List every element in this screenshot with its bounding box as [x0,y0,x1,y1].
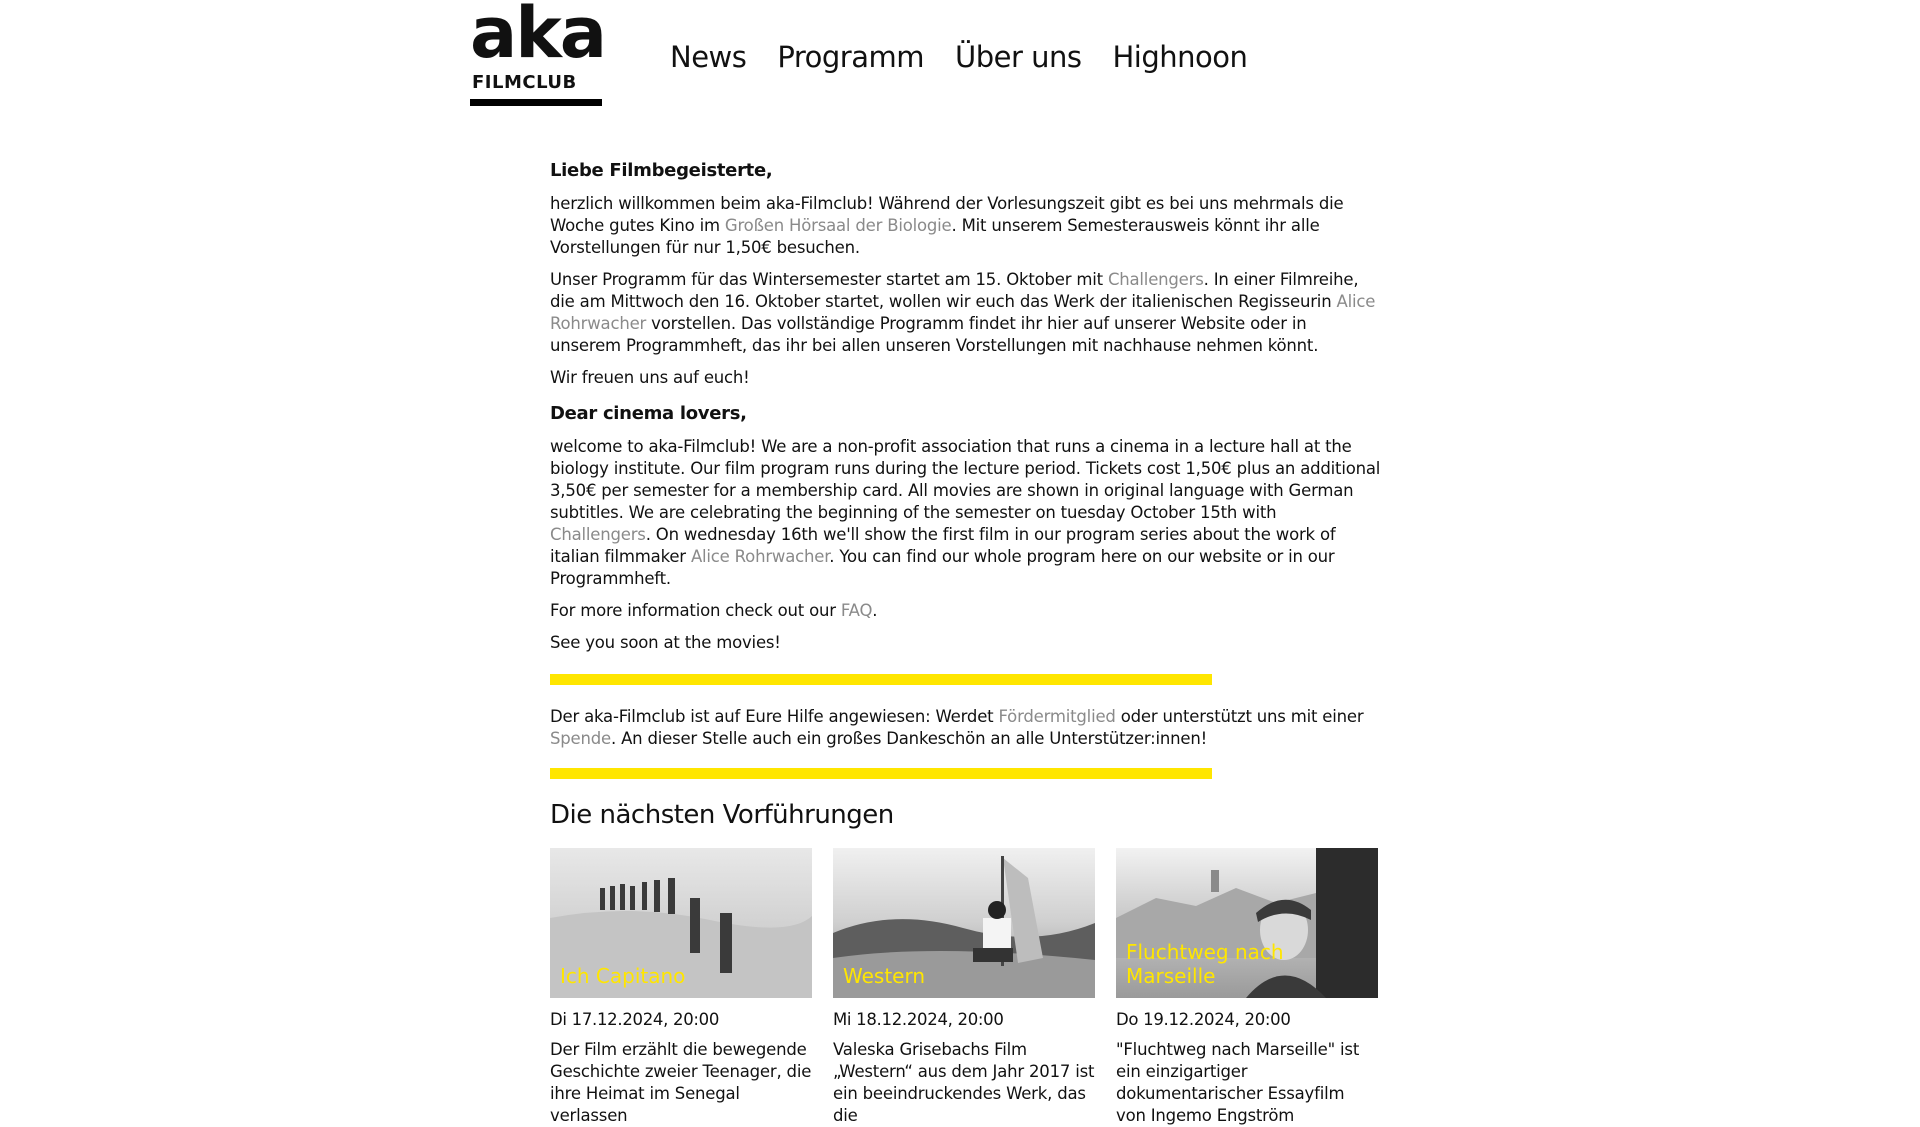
intro-en-p3: See you soon at the movies! [550,633,781,652]
yellow-divider [550,674,1212,685]
main-content [550,160,1382,1127]
film-description: "Fluchtweg nach Marseille" ist ein einzigartiger dokumentarischer Essayfilm von Ingemo Engström [1116,1040,1360,1125]
intro-de-p1 [550,193,1382,259]
nav-ueber-uns[interactable]: Über uns [954,40,1082,74]
greeting-de: Liebe Filmbegeisterte, [550,160,773,181]
nav-programm[interactable]: Programm [777,40,924,74]
intro-en-p2 [550,600,1382,622]
screening-cards [550,848,1382,1127]
site-logo[interactable] [470,0,606,110]
link-faq[interactable]: FAQ [840,601,873,620]
link-challengers[interactable]: Challengers [1107,270,1204,289]
text: . Mit unserem Semesterausweis könnt ihr alle Vorstellungen für nur 1,50€ besuchen. [550,216,1320,257]
screening-card[interactable] [1116,848,1378,1127]
text: . In einer Filmreihe, die am Mittwoch den 16. Oktober startet, wollen wir euch das Werk der italienischen Regisseurin [550,270,1359,311]
link-challengers-en[interactable]: Challengers [550,525,646,544]
screening-date: Do 19.12.2024, 20:00 [1116,1010,1291,1029]
logo-underline [470,99,602,106]
intro-en-p1 [550,436,1382,590]
yellow-divider [550,768,1212,779]
intro-de-p3: Wir freuen uns auf euch! [550,368,750,387]
link-hoersaal[interactable]: Großen Hörsaal der Biologie [724,216,952,235]
text: herzlich willkommen beim aka-Filmclub! Während der Vorlesungszeit gibt es bei uns mehrmals die Woche gutes Kino im [550,194,1344,235]
film-still-image[interactable] [1116,848,1378,998]
screening-card[interactable] [550,848,812,1127]
logo-filmclub-text: FILMCLUB [472,72,577,93]
text: . On wednesday 16th we'll show the first film in our program series about the work of italian filmmaker [550,525,1336,566]
nav-news[interactable]: News [670,40,747,74]
text: For more information check out our [550,601,841,620]
intro-de-p2 [550,269,1382,357]
text: oder unterstützt uns mit einer [1115,707,1364,726]
film-description: Der Film erzählt die bewegende Geschichte zweier Teenager, die ihre Heimat im Senegal verlassen [550,1040,812,1125]
screening-date: Di 17.12.2024, 20:00 [550,1010,720,1029]
greeting-en: Dear cinema lovers, [550,403,747,424]
link-foerdermitglied[interactable]: Fördermitglied [998,707,1116,726]
text: Unser Programm für das Wintersemester startet am 15. Oktober mit [550,270,1108,289]
link-alice-rohrwacher[interactable]: Alice Rohrwacher [550,292,1376,333]
text: . An dieser Stelle auch ein großes Dankeschön an alle Unterstützer:innen! [610,729,1207,748]
link-spende[interactable]: Spende [550,729,611,748]
logo-aka-text: aka [470,0,606,74]
screening-card[interactable] [833,848,1095,1127]
text: welcome to aka-Filmclub! We are a non-profit association that runs a cinema in a lecture hall at the biology institute. Our film program runs during the lecture period. Tickets cost 1,50€ plus an additional 3,50€ per semester for a membership card. All movies are shown in original language with German subtitles. We are celebrating the beginning of the semester on tuesday October 15th with [550,437,1381,522]
film-still-image[interactable] [550,848,812,998]
link-alice-rohrwacher-en[interactable]: Alice Rohrwacher [690,547,830,566]
support-text [550,706,1382,750]
film-title[interactable]: Western [843,964,926,988]
film-title[interactable]: Fluchtweg nach Marseille [1126,940,1284,988]
screening-date: Mi 18.12.2024, 20:00 [833,1010,1004,1029]
film-description: Valeska Grisebachs Film „Western“ aus dem Jahr 2017 ist ein beeindruckendes Werk, das die [833,1040,1095,1125]
main-nav [670,40,1247,74]
text: vorstellen. Das vollständige Programm findet ihr hier auf unserer Website oder in unserem Programmheft, das ihr bei allen unseren Vorstellungen mit nachhause nehmen könnt. [550,314,1319,355]
film-title[interactable]: Ich Capitano [560,964,686,988]
nav-highnoon[interactable]: Highnoon [1112,40,1248,74]
film-still-image[interactable] [833,848,1095,998]
text: Der aka-Filmclub ist auf Eure Hilfe angewiesen: Werdet [550,707,999,726]
text: . [872,601,878,620]
next-screenings-heading: Die nächsten Vorführungen [550,800,894,830]
text: . You can find our whole program here on our website or in our Programmheft. [550,547,1335,588]
